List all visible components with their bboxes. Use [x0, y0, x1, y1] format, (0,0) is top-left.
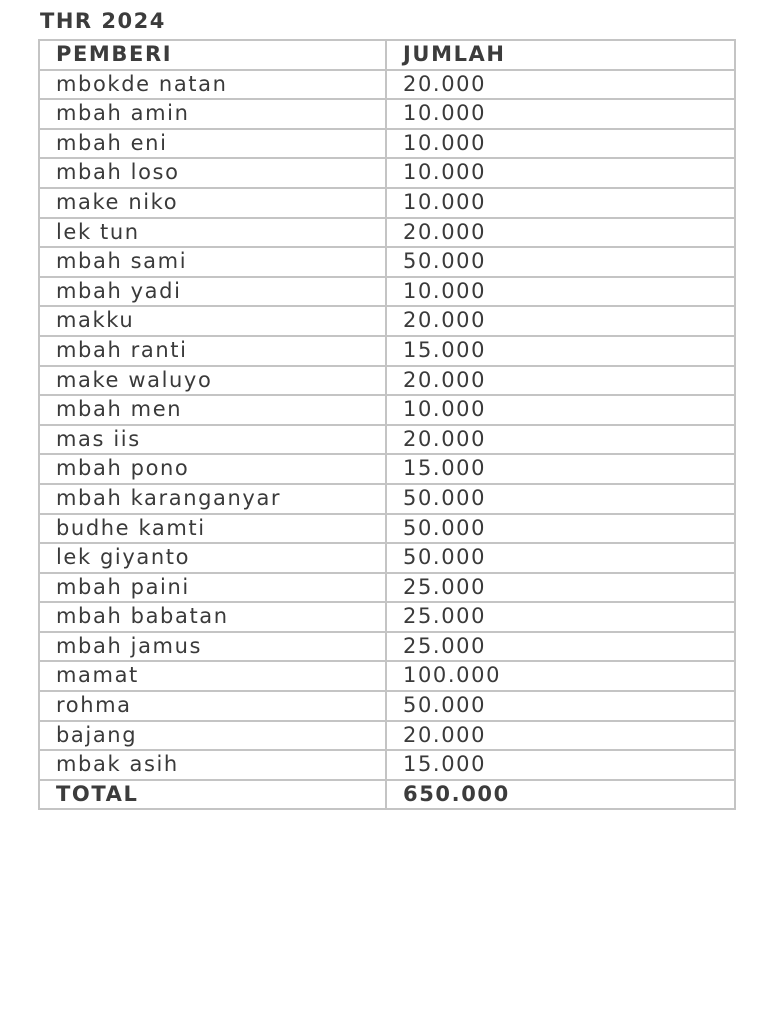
cell-pemberi: mbah eni — [39, 129, 386, 159]
page-title: THR 2024 — [40, 9, 166, 33]
table-row — [39, 70, 735, 100]
table-row — [39, 691, 735, 721]
cell-pemberi: mamat — [39, 661, 386, 691]
cell-pemberi: mbokde natan — [39, 70, 386, 100]
cell-jumlah: 15.000 — [386, 750, 735, 780]
cell-pemberi: mbah paini — [39, 573, 386, 603]
cell-pemberi: make niko — [39, 188, 386, 218]
table-row — [39, 158, 735, 188]
table-row — [39, 632, 735, 662]
thr-table — [38, 39, 736, 810]
cell-pemberi: mbah babatan — [39, 602, 386, 632]
cell-jumlah: 50.000 — [386, 247, 735, 277]
table-row — [39, 247, 735, 277]
cell-pemberi: mbah yadi — [39, 277, 386, 307]
table-row — [39, 750, 735, 780]
cell-jumlah: 25.000 — [386, 602, 735, 632]
cell-pemberi: rohma — [39, 691, 386, 721]
cell-jumlah: 20.000 — [386, 306, 735, 336]
cell-jumlah: 50.000 — [386, 691, 735, 721]
cell-jumlah: 50.000 — [386, 543, 735, 573]
table-row — [39, 721, 735, 751]
table-row — [39, 573, 735, 603]
cell-pemberi: makku — [39, 306, 386, 336]
cell-pemberi: mbah men — [39, 395, 386, 425]
cell-pemberi: lek giyanto — [39, 543, 386, 573]
cell-pemberi: mbak asih — [39, 750, 386, 780]
cell-pemberi: mbah pono — [39, 454, 386, 484]
table-row — [39, 336, 735, 366]
column-header-pemberi: PEMBERI — [39, 40, 386, 70]
table-row — [39, 218, 735, 248]
cell-jumlah: 10.000 — [386, 99, 735, 129]
cell-pemberi: make waluyo — [39, 366, 386, 396]
table-header-row — [39, 40, 735, 70]
cell-jumlah: 20.000 — [386, 366, 735, 396]
cell-jumlah: 15.000 — [386, 454, 735, 484]
cell-jumlah: 10.000 — [386, 395, 735, 425]
table-row — [39, 425, 735, 455]
table-row — [39, 188, 735, 218]
table-body — [39, 70, 735, 780]
table-row — [39, 602, 735, 632]
table-row — [39, 514, 735, 544]
cell-jumlah: 20.000 — [386, 721, 735, 751]
cell-pemberi: mbah karanganyar — [39, 484, 386, 514]
cell-jumlah: 50.000 — [386, 484, 735, 514]
total-label: TOTAL — [39, 780, 386, 810]
cell-jumlah: 50.000 — [386, 514, 735, 544]
table-row — [39, 366, 735, 396]
cell-jumlah: 25.000 — [386, 632, 735, 662]
table-row — [39, 306, 735, 336]
cell-jumlah: 100.000 — [386, 661, 735, 691]
cell-jumlah: 15.000 — [386, 336, 735, 366]
cell-pemberi: mbah loso — [39, 158, 386, 188]
cell-pemberi: mas iis — [39, 425, 386, 455]
cell-pemberi: mbah amin — [39, 99, 386, 129]
total-value: 650.000 — [386, 780, 735, 810]
column-header-jumlah: JUMLAH — [386, 40, 735, 70]
cell-pemberi: mbah ranti — [39, 336, 386, 366]
cell-pemberi: mbah sami — [39, 247, 386, 277]
table-row — [39, 99, 735, 129]
table-row — [39, 277, 735, 307]
cell-pemberi: mbah jamus — [39, 632, 386, 662]
cell-pemberi: bajang — [39, 721, 386, 751]
total-row — [39, 780, 735, 810]
cell-jumlah: 10.000 — [386, 129, 735, 159]
cell-jumlah: 25.000 — [386, 573, 735, 603]
table-row — [39, 454, 735, 484]
cell-pemberi: lek tun — [39, 218, 386, 248]
table-row — [39, 661, 735, 691]
table-row — [39, 484, 735, 514]
cell-jumlah: 20.000 — [386, 218, 735, 248]
table-row — [39, 543, 735, 573]
cell-jumlah: 10.000 — [386, 158, 735, 188]
table-row — [39, 129, 735, 159]
cell-pemberi: budhe kamti — [39, 514, 386, 544]
cell-jumlah: 10.000 — [386, 277, 735, 307]
cell-jumlah: 20.000 — [386, 425, 735, 455]
cell-jumlah: 20.000 — [386, 70, 735, 100]
table-row — [39, 395, 735, 425]
cell-jumlah: 10.000 — [386, 188, 735, 218]
